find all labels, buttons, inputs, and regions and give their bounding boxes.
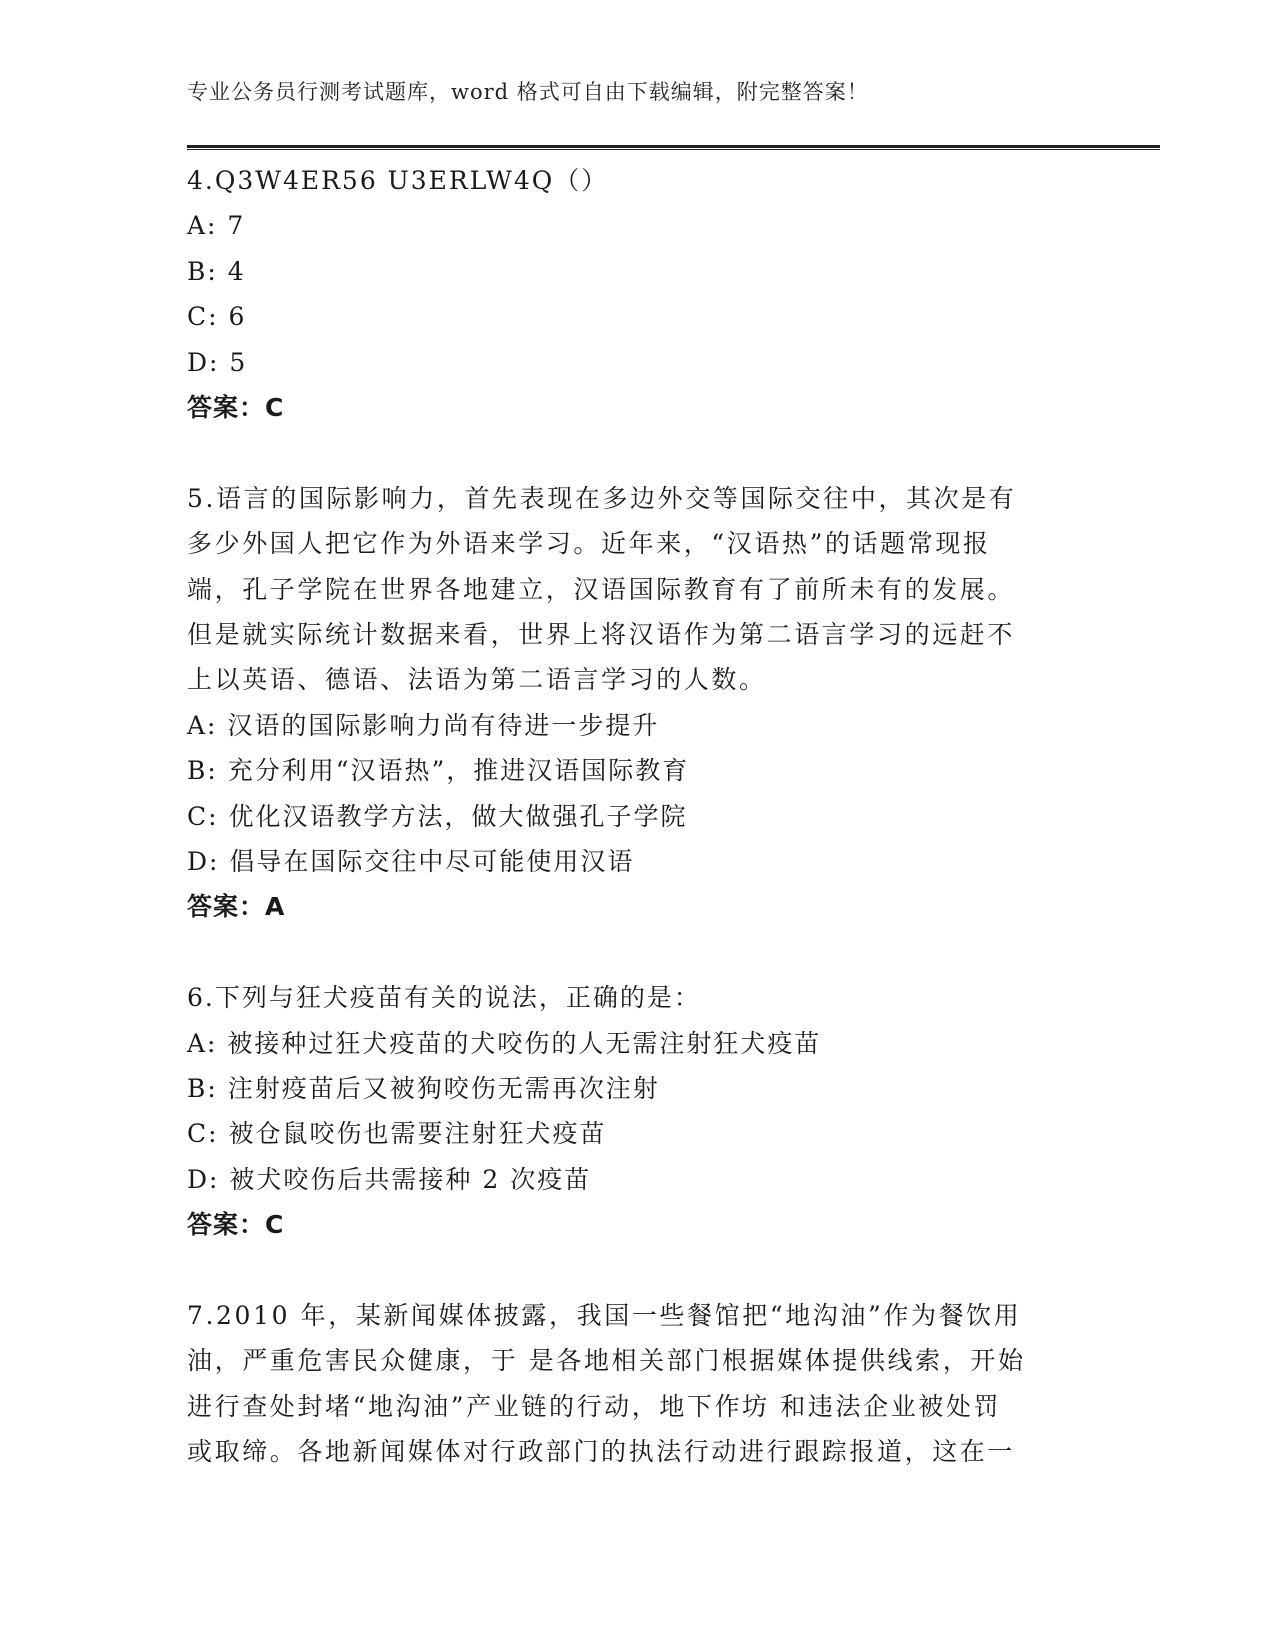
question-list [187, 158, 1087, 1474]
question-stem-line: 7.2010 年，某新闻媒体披露，我国一些餐馆把“地沟油”作为餐饮用 [187, 1300, 1022, 1330]
question-stem-line: 5.语言的国际影响力，首先表现在多边外交等国际交往中，其次是有 [187, 483, 1017, 513]
question-stem-line: 端，孔子学院在世界各地建立，汉语国际教育有了前所未有的发展。 [187, 574, 1016, 604]
option-d: D: 被犬咬伤后共需接种 2 次疫苗 [187, 1164, 592, 1194]
question-5 [187, 476, 1087, 930]
option-a: A: 7 [187, 211, 246, 241]
option-c: C: 优化汉语教学方法，做大做强孔子学院 [187, 801, 688, 831]
header-note: 专业公务员行测考试题库，word 格式可自由下载编辑，附完整答案！ [187, 80, 869, 104]
question-stem: 4.Q3W4ER56 U3ERLW4Q（） [187, 166, 609, 195]
option-b: B: 注射疫苗后又被狗咬伤无需再次注射 [187, 1073, 660, 1103]
spacer [187, 430, 1087, 475]
spacer [187, 930, 1087, 975]
option-d: D: 5 [187, 347, 248, 377]
header-rule [187, 145, 1160, 150]
question-4 [187, 158, 1087, 430]
question-stem-line: 或取缔。各地新闻媒体对行政部门的执法行动进行跟踪报道，这在一 [187, 1437, 1016, 1467]
option-a: A: 汉语的国际影响力尚有待进一步提升 [187, 710, 660, 740]
option-c: C: 6 [187, 302, 247, 332]
question-7 [187, 1293, 1087, 1475]
question-stem-line: 上以英语、德语、法语为第二语言学习的人数。 [187, 665, 767, 695]
answer-line: 答案：C [187, 392, 285, 422]
question-stem-line: 进行查处封堵“地沟油”产业链的行动，地下作坊 和违法企业被处罚 [187, 1391, 1002, 1421]
option-d: D: 倡导在国际交往中尽可能使用汉语 [187, 846, 635, 876]
question-6 [187, 975, 1087, 1247]
option-c: C: 被仓鼠咬伤也需要注射狂犬疫苗 [187, 1119, 607, 1149]
question-stem-line: 油，严重危害民众健康，于 是各地相关部门根据媒体提供线索，开始 [187, 1346, 1026, 1376]
answer-line: 答案：A [187, 892, 286, 922]
option-b: B: 4 [187, 256, 246, 286]
question-stem: 6.下列与狂犬疫苗有关的说法，正确的是： [187, 983, 701, 1013]
spacer [187, 1247, 1087, 1292]
question-stem-line: 多少外国人把它作为外语来学习。近年来，“汉语热”的话题常现报 [187, 529, 991, 559]
answer-line: 答案：C [187, 1210, 285, 1240]
question-stem-line: 但是就实际统计数据来看，世界上将汉语作为第二语言学习的远赶不 [187, 619, 1016, 649]
option-a: A: 被接种过狂犬疫苗的犬咬伤的人无需注射狂犬疫苗 [187, 1028, 822, 1058]
option-b: B: 充分利用“汉语热”，推进汉语国际教育 [187, 756, 690, 786]
